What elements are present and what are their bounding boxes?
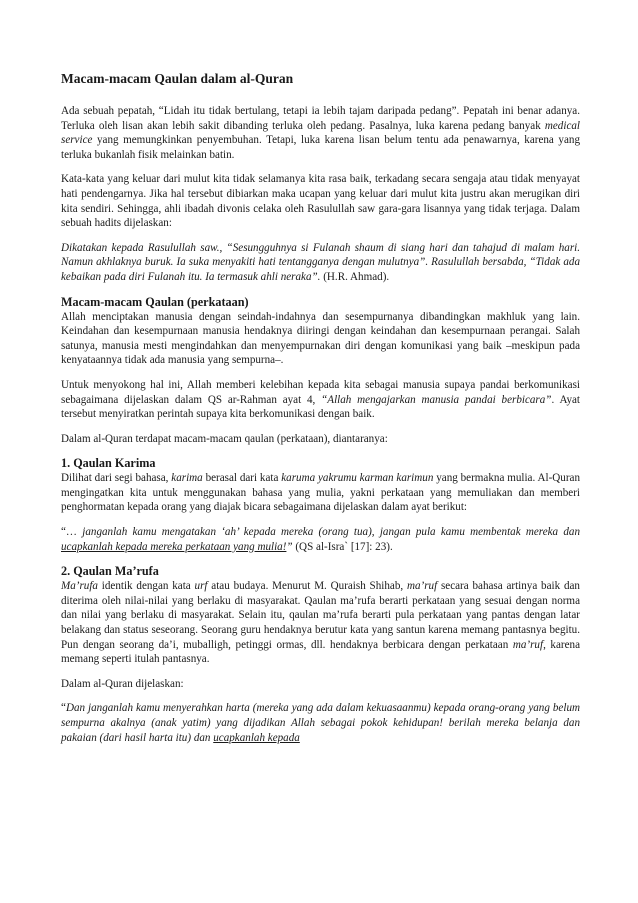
hadith-quote	[61, 241, 580, 285]
emphasis: medical service	[61, 119, 580, 147]
text: yang memungkinkan penyembuhan. Tetapi, luka karena lisan belum tentu ada penawarnya, karena yang terluka bukanlah fisik melainkan batin.	[61, 134, 580, 161]
quote-mark: “…	[61, 526, 83, 539]
text: Dilihat dari segi bahasa,	[61, 472, 172, 485]
quote-al-isra	[61, 525, 580, 554]
quote-an-nisa	[61, 701, 580, 745]
emphasis: ma’ruf	[406, 580, 438, 593]
verse-reference: (QS al-Isra` [17]: 23).	[292, 540, 393, 553]
paragraph-karima	[61, 471, 580, 515]
section-heading-karima: 1. Qaulan Karima	[61, 456, 156, 471]
paragraph-marufa	[61, 579, 580, 667]
paragraph-creation: Allah menciptakan manusia dengan seindah-indahnya dan sesempurnanya dibandingkan makhluk yang lain. Keindahan dan kesempurnaan manusia hendaknya diiringi dengan keindahan dan kesempurnaan perangai. Salah satunya, manusia mesti mengindahkan dan menyempurnakan diri dengan komunikasi yang baik –meskipun pada kenyataannya tidak ada manusia yang sempurna–.	[61, 310, 580, 367]
text: berasal dari kata	[202, 472, 282, 485]
quote-mark: “	[61, 702, 66, 715]
text: Untuk menyokong hal ini, Allah memberi kelebihan kepada kita sebagai manusia supaya pandai berkomunikasi sebagaimana dijelaskan dalam QS ar-Rahman ayat 4,	[61, 378, 580, 406]
verse-underlined: ucapkanlah kepada mereka perkataan yang mulia!	[61, 540, 287, 553]
text: secara bahasa artinya baik dan diterima oleh nilai-nilai yang berlaku di masyarakat. Qaulan ma’rufa berarti perkataan yang sesuai dengan norma dan nilai yang berlaku di masyarakat. Selain itu, qaulan ma’rufa berarti pula perkataan yang pantas dengan latar belakang dan status seseorang. Seorang guru hendaknya berutur kata yang santun karena memang pantasnya begitu. Pun dengan seorang da’i, muballigh, petinggi ormas, dll. hendaknya berbicara dengan perkataan	[61, 580, 580, 651]
verse-text: Dan janganlah kamu menyerahkan harta (mereka yang ada dalam kekuasaanmu) kepada orang-orang yang belum sempurna akalnya (anak yatim) yang dijadikan Allah sebagai pokok kehidupan! berilah mereka belanja dan pakaian (dari hasil harta itu) dan	[61, 702, 580, 744]
section-heading-marufa: 2. Qaulan Ma’rufa	[61, 564, 159, 579]
paragraph-ar-rahman	[61, 378, 580, 422]
intro-paragraph	[61, 104, 580, 162]
emphasis: Ma’rufa	[61, 580, 98, 593]
emphasis: karima	[171, 472, 203, 485]
text: atau budaya. Menurut M. Quraish Shihab,	[207, 580, 407, 593]
paragraph-types-intro: Dalam al-Quran terdapat macam-macam qaulan (perkataan), diantaranya:	[61, 432, 388, 445]
emphasis: urf	[194, 580, 208, 593]
verse-quote: “Allah mengajarkan manusia pandai berbicara”	[321, 393, 552, 406]
hadith-text: Dikatakan kepada Rasulullah saw., “Sesungguhnya si Fulanah shaum di siang hari dan tahajud di malam hari. Namun akhlaknya buruk. Ia suka menyakiti hati tentangganya dengan mulutnya”. Rasulullah bersabda, “Tidak ada kebaikan pada diri Fulanah itu. Ia termasuk ahli neraka”.	[61, 241, 580, 283]
text: Ada sebuah pepatah, “Lidah itu tidak bertulang, tetapi ia lebih tajam daripada pedang”. Pepatah ini benar adanya. Terluka oleh lisan akan lebih sakit dibanding terluka oleh pedang. Pasalnya, luka karena pedang banyak	[61, 105, 580, 132]
verse-underlined: ucapkanlah kepada	[213, 731, 300, 744]
text: . Ayat tersebut menyiratkan perintah supaya kita berkomunikasi dengan baik.	[61, 393, 580, 421]
paragraph-words: Kata-kata yang keluar dari mulut kita tidak selamanya kita rasa baik, terkadang secara sengaja atau tidak menyayat hati pendengarnya. Jika hal tersebut dibiarkan maka ucapan yang keluar dari mulut kita justru akan merugikan diri kita sendiri. Sehingga, ahli ibadah divonis celaka oleh Rasulullah saw gara-gara lisannya yang tidak terjaga. Dalam sebuah hadits dijelaskan:	[61, 173, 580, 230]
page-title: Macam-macam Qaulan dalam al-Quran	[61, 71, 294, 86]
quote-mark: ”	[286, 540, 293, 553]
section-heading-perkataan: Macam-macam Qaulan (perkataan)	[61, 294, 249, 309]
text: , karena memang seperti itulah pantasnya.	[61, 638, 580, 666]
text: yang bermakna mulia. Al-Quran mengingatkan kita untuk menggunakan bahasa yang mulia, yakni perkataan yang memuliakan dan memberi penghormatan kepada orang yang diajak bicara sebagaimana dijelaskan dalam ayat berikut:	[61, 472, 580, 514]
hadith-reference: (H.R. Ahmad).	[320, 270, 390, 283]
verse-text: janganlah kamu mengatakan ‘ah’ kepada mereka (orang tua), jangan pula kamu membentak mereka dan	[82, 526, 580, 539]
paragraph-quran-explained: Dalam al-Quran dijelaskan:	[61, 677, 184, 690]
text: identik dengan kata	[97, 580, 195, 593]
emphasis: karuma yakrumu karman karimun	[281, 472, 434, 485]
emphasis: ma’ruf	[512, 638, 544, 651]
